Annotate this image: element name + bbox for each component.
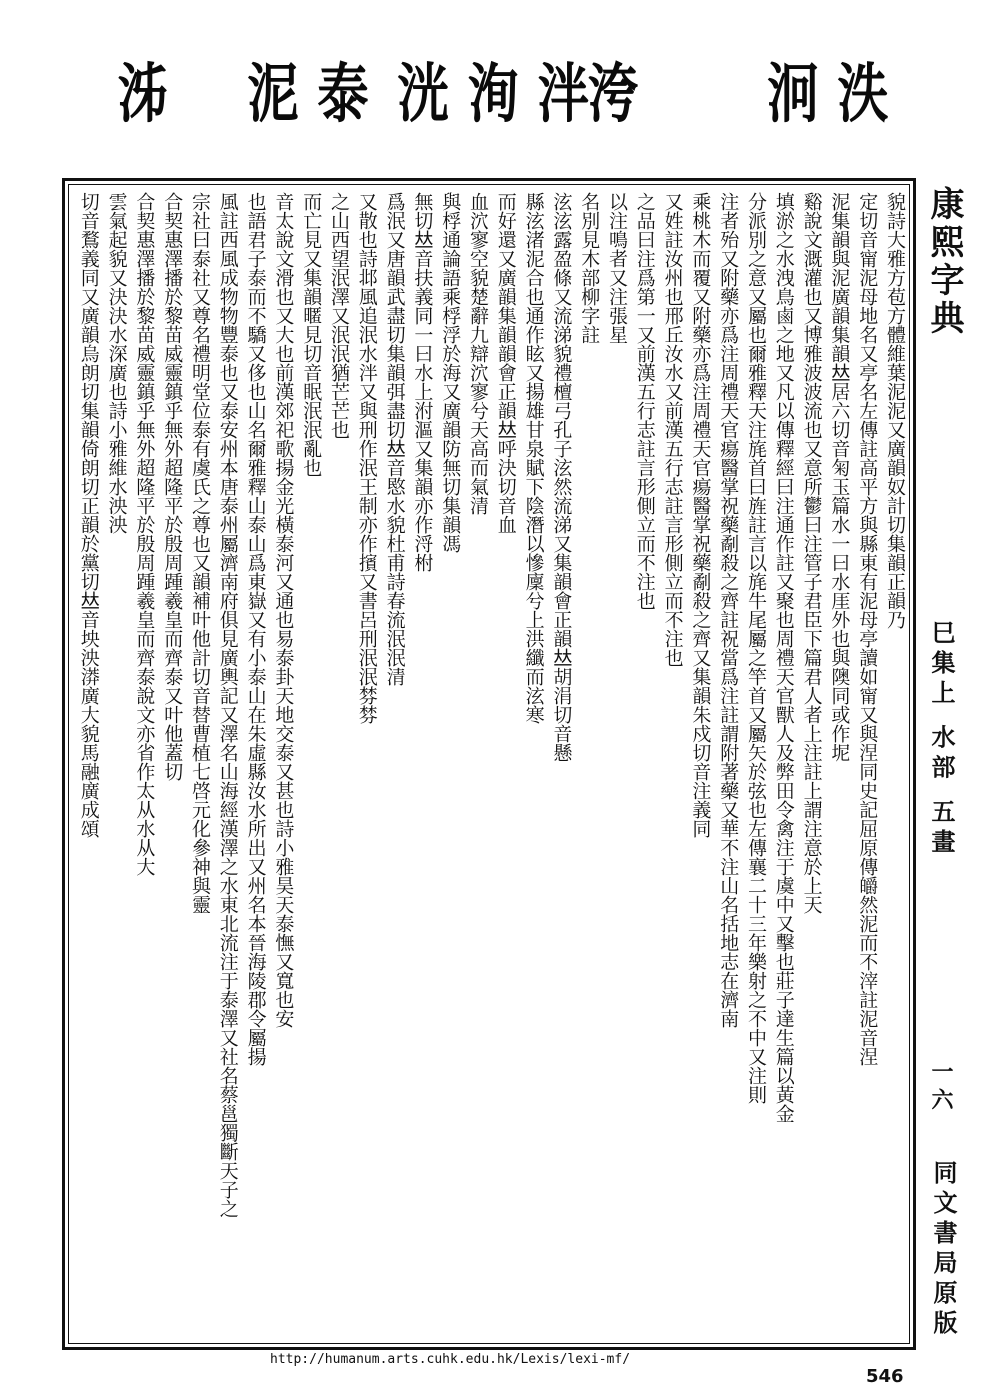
text-column: 合契惠澤播於黎苗威靈鎮乎無外超隆平於殷周踵羲皇而齊泰說文亦省作太从水从大 — [133, 192, 156, 876]
text-column: 雲氣起貌又決決水深廣也詩小雅維水泱泱 — [105, 192, 128, 534]
text-column: 與桴通論語乘桴浮於海又廣韻防無切集韻馮 — [439, 192, 462, 553]
seal-glyph: 泆 — [837, 57, 889, 132]
text-column: 無切𠀤音扶義同一曰水上泭漚又集韻亦作浖柎 — [411, 192, 434, 572]
text-column: 風註西風成物物豐泰也又泰安州本唐泰州屬濟南府俱見廣輿記又澤名山海經漢澤之水東北流注于泰澤又社名蔡邕獨斷天子之 — [216, 192, 239, 1218]
text-column: 又散也詩邶風追泯水泮又與刑作泯王制亦作擯又書呂刑泯泯棼棼 — [355, 192, 378, 724]
text-column: 泫泫露盈條又流涕貌禮檀弓孔子泫然流涕又集韻會正韻𠀤胡涓切音懸 — [550, 192, 573, 762]
text-column: 之品曰注爲第一又前漢五行志註言形側立而不注也 — [633, 192, 656, 610]
text-column: 分派別之意又屬也爾雅釋天注旄首曰旌註言以旄牛尾屬之竿首又屬矢於弦也左傳襄二十三年樂射之不中又注則 — [744, 192, 767, 1104]
text-column: 乘桃木而覆又附藥亦爲注周禮天官瘍醫掌祝藥劀殺之齊又集韻朱戍切音注義同 — [689, 192, 712, 838]
section-label: 巳集上 水部 五畫 — [927, 620, 956, 859]
seal-glyph: 泰 — [317, 57, 369, 132]
text-column: 也語君子泰而不驕又侈也山名爾雅釋山泰山爲東嶽又有小泰山在朱虛縣汝水所出又州名本晉海陵郡令屬揚 — [244, 192, 267, 1066]
text-column: 又姓註汝州也邢丘汝水又前漢五行志註言形側立而不注也 — [661, 192, 684, 667]
text-column: 血泬寥空貌楚辭九辯泬寥兮天高而氣清 — [466, 192, 489, 515]
seal-glyph: 泥 — [247, 57, 299, 132]
text-column: 宗社曰泰社又尊名禮明堂位泰有虞氏之尊也又韻補叶他計切音替曹植七啓元化參神與靈 — [188, 192, 211, 914]
page-number: 546 — [866, 1366, 904, 1387]
seal-glyph: 泂 — [767, 57, 819, 132]
text-column: 定切音甯泥母地名又亭名左傳註高平方與縣東有泥母亭讀如甯又與涅同史記屈原傳皭然泥而不滓註泥音涅 — [856, 192, 879, 1066]
text-column: 縣泫渚泥合也通作眩又揚雄甘泉賦下陰潛以慘廩兮上洪纖而泫寒 — [522, 192, 545, 724]
seal-group-3 — [390, 50, 596, 140]
text-column: 泥集韻與泥廣韻集韻𠀤居六切音匊玉篇水一曰水厓外也與隩同或作坭 — [828, 192, 851, 762]
seal-glyph: 泮 — [537, 57, 589, 132]
source-link[interactable]: http://humanum.arts.cuhk.edu.hk/Lexis/lexi-mf/ — [270, 1352, 631, 1367]
seal-glyph: 泲 — [117, 57, 169, 132]
volume-page: 一六 — [928, 1060, 954, 1116]
seal-group-4 — [240, 50, 376, 140]
text-column: 爲泯又唐韻武盡切集韻弭盡切𠀤音愍水貌杜甫詩春流泯泯清 — [383, 192, 406, 686]
seal-glyph: 洵 — [467, 57, 519, 132]
seal-group-5 — [110, 50, 176, 140]
text-column: 而好還又廣韻集韻韻會正韻𠀤呼決切音血 — [494, 192, 517, 534]
source-url[interactable] — [270, 1352, 630, 1367]
book-title: 康熙字典 — [924, 186, 964, 338]
text-column: 以注鳴者又注張星 — [605, 192, 628, 344]
text-column: 合契惠澤播於黎苗威靈鎮乎無外超隆平於殷周踵羲皇而齊泰又叶他蓋切 — [161, 192, 184, 781]
seal-glyph: 洸 — [397, 57, 449, 132]
text-column: 谿說文溉灌也又博雅波波流也又意所鬱曰注管子君臣下篇君人者上注註上謂注意於上天 — [800, 192, 823, 914]
text-column: 而亡見又集韻暱見切音眠泯泯亂也 — [300, 192, 323, 477]
text-column: 之山西望泯澤又泯泯猶芒芒也 — [327, 192, 350, 439]
text-column: 填淤之水洩鳥鹵之地又凡以傳釋經曰注通作註又聚也周禮天官獸人及弊田令禽注于虞中又擊也莊子達生篇以黃金 — [772, 192, 795, 1123]
seal-glyph: 洿 — [587, 57, 639, 132]
text-column: 貌詩大雅方苞方體維葉泥泥又廣韻奴計切集韻正韻乃 — [883, 192, 906, 629]
page-header — [918, 180, 962, 1350]
text-column: 名別見木部柳字註 — [578, 192, 601, 344]
seal-script-banner — [60, 30, 940, 170]
text-column: 音太說文滑也又大也前漢郊祀歌揚金光橫泰河又通也易泰卦天地交泰又甚也詩小雅昊天泰憮又寬也安 — [272, 192, 295, 1028]
text-column: 注者殆又附藥亦爲注周禮天官瘍醫掌祝藥劀殺之齊註祝當爲注註謂附著藥又華不注山名括地志在濟南 — [717, 192, 740, 1028]
seal-group-1 — [760, 50, 896, 140]
publisher: 同文書局原版 — [929, 1160, 958, 1340]
text-column: 切音鶩義同又廣韻烏朗切集韻倚朗切正韻於黨切𠀤音坱泱漭廣大貌馬融廣成頌 — [77, 192, 100, 838]
